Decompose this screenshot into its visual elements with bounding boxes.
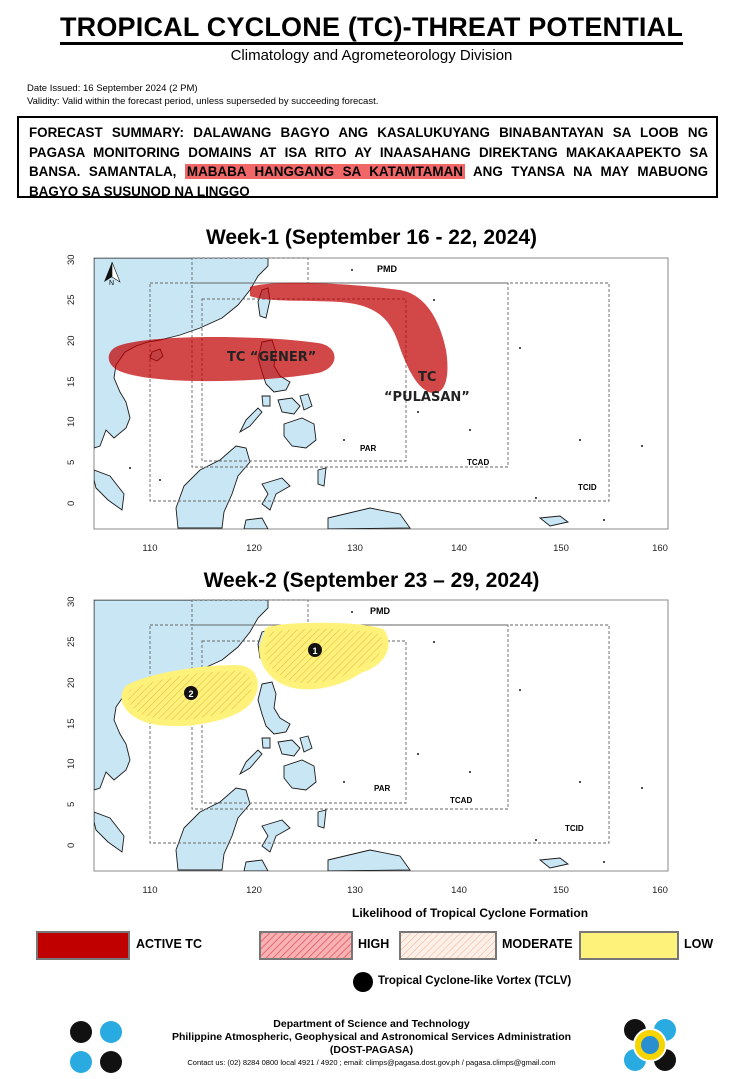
y-tick: 30 (66, 254, 77, 265)
tclv-1-number: 1 (312, 646, 318, 656)
x-tick: 110 (142, 543, 158, 554)
legend-high-swatch (260, 932, 352, 959)
pmd-label: PMD (370, 606, 390, 616)
page-subtitle: Climatology and Agrometeorology Division (230, 47, 513, 64)
x-tick: 120 (246, 543, 262, 554)
x-tick: 120 (246, 885, 262, 896)
pmd-label: PMD (377, 264, 397, 274)
x-tick: 160 (652, 885, 668, 896)
legend-moderate-label: MODERATE (502, 937, 573, 951)
x-tick: 150 (553, 885, 569, 896)
legend-active-tc-swatch (37, 932, 129, 959)
tc-pulasan-label-b: “PULASAN” (384, 390, 470, 405)
legend-low-label: LOW (684, 937, 714, 951)
par-label: PAR (374, 784, 391, 793)
x-tick: 140 (451, 543, 467, 554)
y-tick: 5 (66, 801, 77, 807)
week2-title: Week-2 (September 23 – 29, 2024) (203, 569, 540, 592)
x-tick: 160 (652, 543, 668, 554)
legend-active-tc-label: ACTIVE TC (136, 937, 202, 951)
y-tick: 25 (66, 636, 77, 647)
footer-contact: Contact us: (02) 8284 0800 local 4921 / 4920 ; email: climps@pagasa.dost.gov.ph / pagasa.climps@gmail.com (187, 1058, 556, 1067)
y-tick: 15 (66, 718, 77, 729)
tc-pulasan-label-a: TC (418, 370, 437, 385)
y-tick: 15 (66, 376, 77, 387)
x-tick: 150 (553, 543, 569, 554)
footer-agency-full: Philippine Atmospheric, Geophysical and Astronomical Services Administration (171, 1031, 572, 1043)
tclv-2-number: 2 (188, 689, 194, 699)
north-label: N (109, 280, 115, 287)
y-tick: 10 (66, 416, 77, 427)
tcid-label: TCID (578, 483, 597, 492)
footer-acronym: (DOST-PAGASA) (329, 1044, 414, 1056)
y-tick: 0 (66, 842, 77, 848)
week1-map (66, 254, 668, 554)
y-tick: 10 (66, 758, 77, 769)
y-tick: 25 (66, 294, 77, 305)
tcad-label: TCAD (467, 458, 490, 467)
summary-highlight: MABABA HANGGANG SA KATAMTAMAN (186, 164, 463, 179)
y-tick: 30 (66, 596, 77, 607)
tc-gener-label: TC “GENER” (227, 350, 317, 365)
tcid-label: TCID (565, 824, 584, 833)
legend-title: Likelihood of Tropical Cyclone Formation (352, 906, 589, 920)
week2-map (66, 596, 668, 896)
y-tick: 0 (66, 500, 77, 506)
x-tick: 140 (451, 885, 467, 896)
x-tick: 130 (347, 543, 363, 554)
page-title: TROPICAL CYCLONE (TC)-THREAT POTENTIAL (0, 12, 743, 43)
date-issued: Date Issued: 16 September 2024 (2 PM) (27, 83, 198, 94)
x-tick: 110 (142, 885, 158, 896)
footer-agency: Department of Science and Technology (273, 1018, 470, 1030)
week1-title: Week-1 (September 16 - 22, 2024) (205, 226, 538, 249)
par-label: PAR (360, 444, 377, 453)
validity-text: Validity: Valid within the forecast period, unless superseded by succeeding forecast. (27, 96, 379, 107)
legend-moderate-swatch (400, 932, 496, 959)
y-tick: 20 (66, 677, 77, 688)
tclv-2-marker (184, 686, 198, 700)
legend-low-swatch (580, 932, 678, 959)
legend-tclv-label: Tropical Cyclone-like Vortex (TCLV) (378, 975, 572, 987)
legend-tclv-dot (353, 972, 373, 992)
legend-high-label: HIGH (358, 937, 390, 951)
tcad-label: TCAD (450, 796, 473, 805)
x-tick: 130 (347, 885, 363, 896)
y-tick: 20 (66, 335, 77, 346)
tclv-1-marker (308, 643, 322, 657)
y-tick: 5 (66, 459, 77, 465)
forecast-summary: FORECAST SUMMARY: DALAWANG BAGYO ANG KASALUKUYANG BINABANTAYAN SA LOOB NG PAGASA MONITORING DOMAINS AT ISA RITO AY INAASAHANG DIREKTANG MAKAKAAPEKTO SA BANSA. SAMANTALA, MABABA HANGGANG SA KATAMTAMAN ANG TYANSA NA MAY MABUONG BAGYO SA SUSUNOD NA LINGGO (17, 116, 718, 198)
